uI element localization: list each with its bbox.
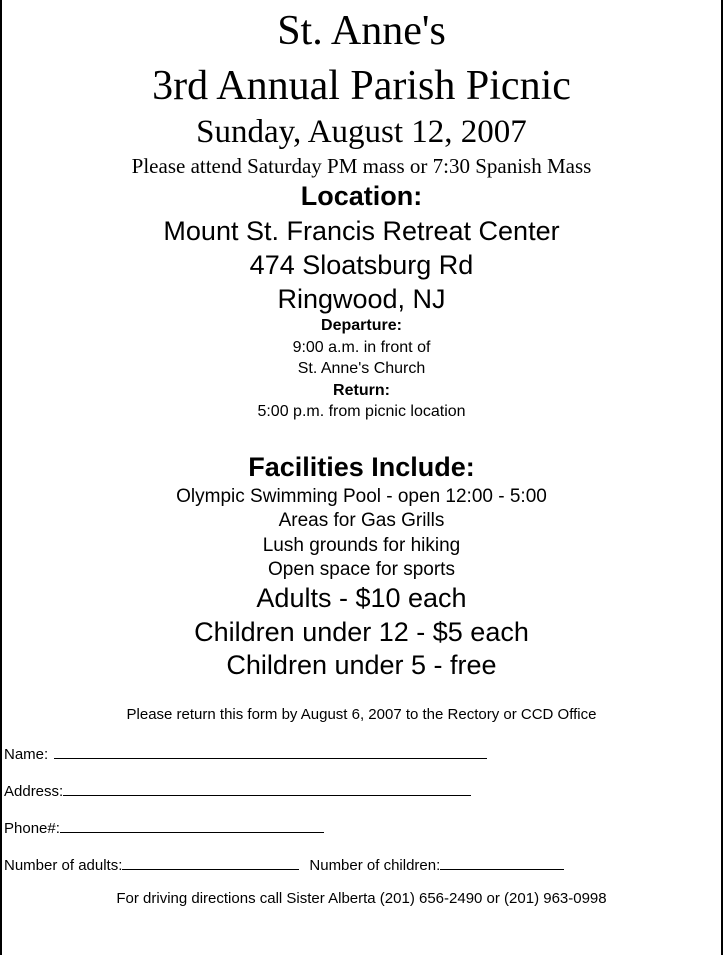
location-heading: Location: xyxy=(300,181,423,211)
address-field[interactable] xyxy=(63,781,471,796)
form-instruction: Please return this form by August 6, 2007 to the Rectory or CCD Office xyxy=(126,706,597,723)
address-row xyxy=(4,781,471,799)
address-label: Address: xyxy=(4,783,64,800)
phone-field[interactable] xyxy=(60,818,324,833)
facility-item: Open space for sports xyxy=(268,559,455,580)
church-name: St. Anne's xyxy=(277,8,446,54)
departure-heading: Departure: xyxy=(321,317,402,334)
facility-item: Lush grounds for hiking xyxy=(262,535,461,556)
price-children-under-12: Children under 12 - $5 each xyxy=(194,617,529,647)
event-title: 3rd Annual Parish Picnic xyxy=(152,63,571,109)
facility-item: Areas for Gas Grills xyxy=(278,510,445,531)
facility-item: Olympic Swimming Pool - open 12:00 - 5:00 xyxy=(176,486,547,507)
driving-directions: For driving directions call Sister Alberta (201) 656-2490 or (201) 963-0998 xyxy=(116,890,607,907)
location-city: Ringwood, NJ xyxy=(277,284,446,314)
name-row xyxy=(4,744,487,762)
location-name: Mount St. Francis Retreat Center xyxy=(163,216,560,246)
facilities-heading: Facilities Include: xyxy=(248,452,475,482)
children-label: Number of children: xyxy=(309,857,441,874)
adults-count-field[interactable] xyxy=(122,855,299,870)
children-count-field[interactable] xyxy=(440,855,564,870)
counts-row xyxy=(4,855,564,873)
price-adults: Adults - $10 each xyxy=(256,583,467,613)
event-date: Sunday, August 12, 2007 xyxy=(196,114,527,150)
name-field[interactable] xyxy=(54,744,487,759)
price-children-under-5: Children under 5 - free xyxy=(226,650,497,680)
departure-place: St. Anne's Church xyxy=(297,360,426,377)
phone-row xyxy=(4,818,324,836)
departure-time: 9:00 a.m. in front of xyxy=(292,339,431,356)
phone-label: Phone#: xyxy=(4,820,60,837)
name-label: Name: xyxy=(4,746,49,763)
mass-note: Please attend Saturday PM mass or 7:30 Spanish Mass xyxy=(131,154,592,178)
location-street: 474 Sloatsburg Rd xyxy=(249,250,474,280)
adults-label: Number of adults: xyxy=(4,857,123,874)
return-time: 5:00 p.m. from picnic location xyxy=(257,403,466,420)
return-heading: Return: xyxy=(333,382,390,399)
